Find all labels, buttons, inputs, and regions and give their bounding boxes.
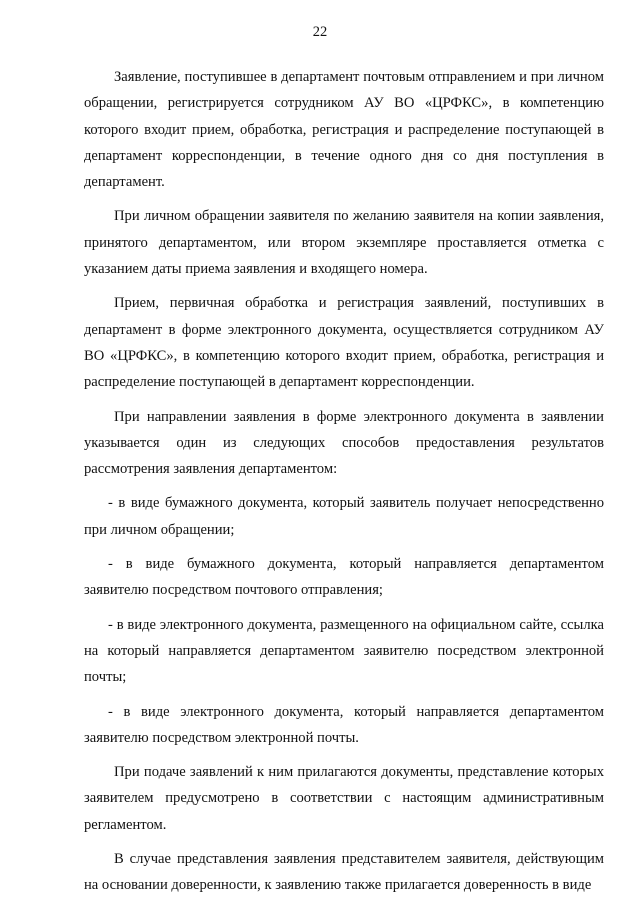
paragraph-power-of-attorney: В случае представления заявления представителем заявителя, действующим на основании доверенности, к заявлению также прилагается доверенность в виде [84, 851, 604, 894]
list-item-paper-postal: - в виде бумажного документа, который направляется департаментом заявителю посредством почтового отправления; [84, 556, 604, 599]
paragraph-personal-appeal-mark: При личном обращении заявителя по желанию заявителя на копии заявления, принятого департаментом, или втором экземпляре проставляется отметка с указанием даты приема заявления и входящего номера. [84, 208, 604, 278]
paragraph-electronic-registration: Прием, первичная обработка и регистрация заявлений, поступивших в департамент в форме электронного документа, осуществляется сотрудником АУ ВО «ЦРФКС», в компетенцию которого входит прием, обработка, регистрация и распределение поступающей в департамент корреспонденции. [84, 295, 604, 391]
paragraph-registration-postal: Заявление, поступившее в департамент почтовым отправлением и при личном обращении, регистрируется сотрудником АУ ВО «ЦРФКС», в компетенцию которого входит прием, обработка, регистрация и распределение поступающей в департамент корреспонденции, в течение одного дня со дня поступления в департамент. [84, 69, 604, 191]
list-item-electronic-email: - в виде электронного документа, который направляется департаментом заявителю посредством электронной почты. [84, 703, 604, 746]
list-item-paper-personal: - в виде бумажного документа, который заявитель получает непосредственно при личном обращении; [84, 495, 604, 538]
list-item-electronic-website: - в виде электронного документа, размещенного на официальном сайте, ссылка на который направляется департаментом заявителю посредством электронной почты; [84, 616, 604, 686]
document-body [84, 64, 604, 899]
page-number: 22 [312, 24, 328, 40]
paragraph-attached-documents: При подаче заявлений к ним прилагаются документы, представление которых заявителем предусмотрено в соответствии с настоящим административным регламентом. [84, 764, 604, 833]
paragraph-result-methods-intro: При направлении заявления в форме электронного документа в заявлении указывается один из следующих способов предоставления результатов рассмотрения заявления департаментом: [84, 408, 604, 478]
